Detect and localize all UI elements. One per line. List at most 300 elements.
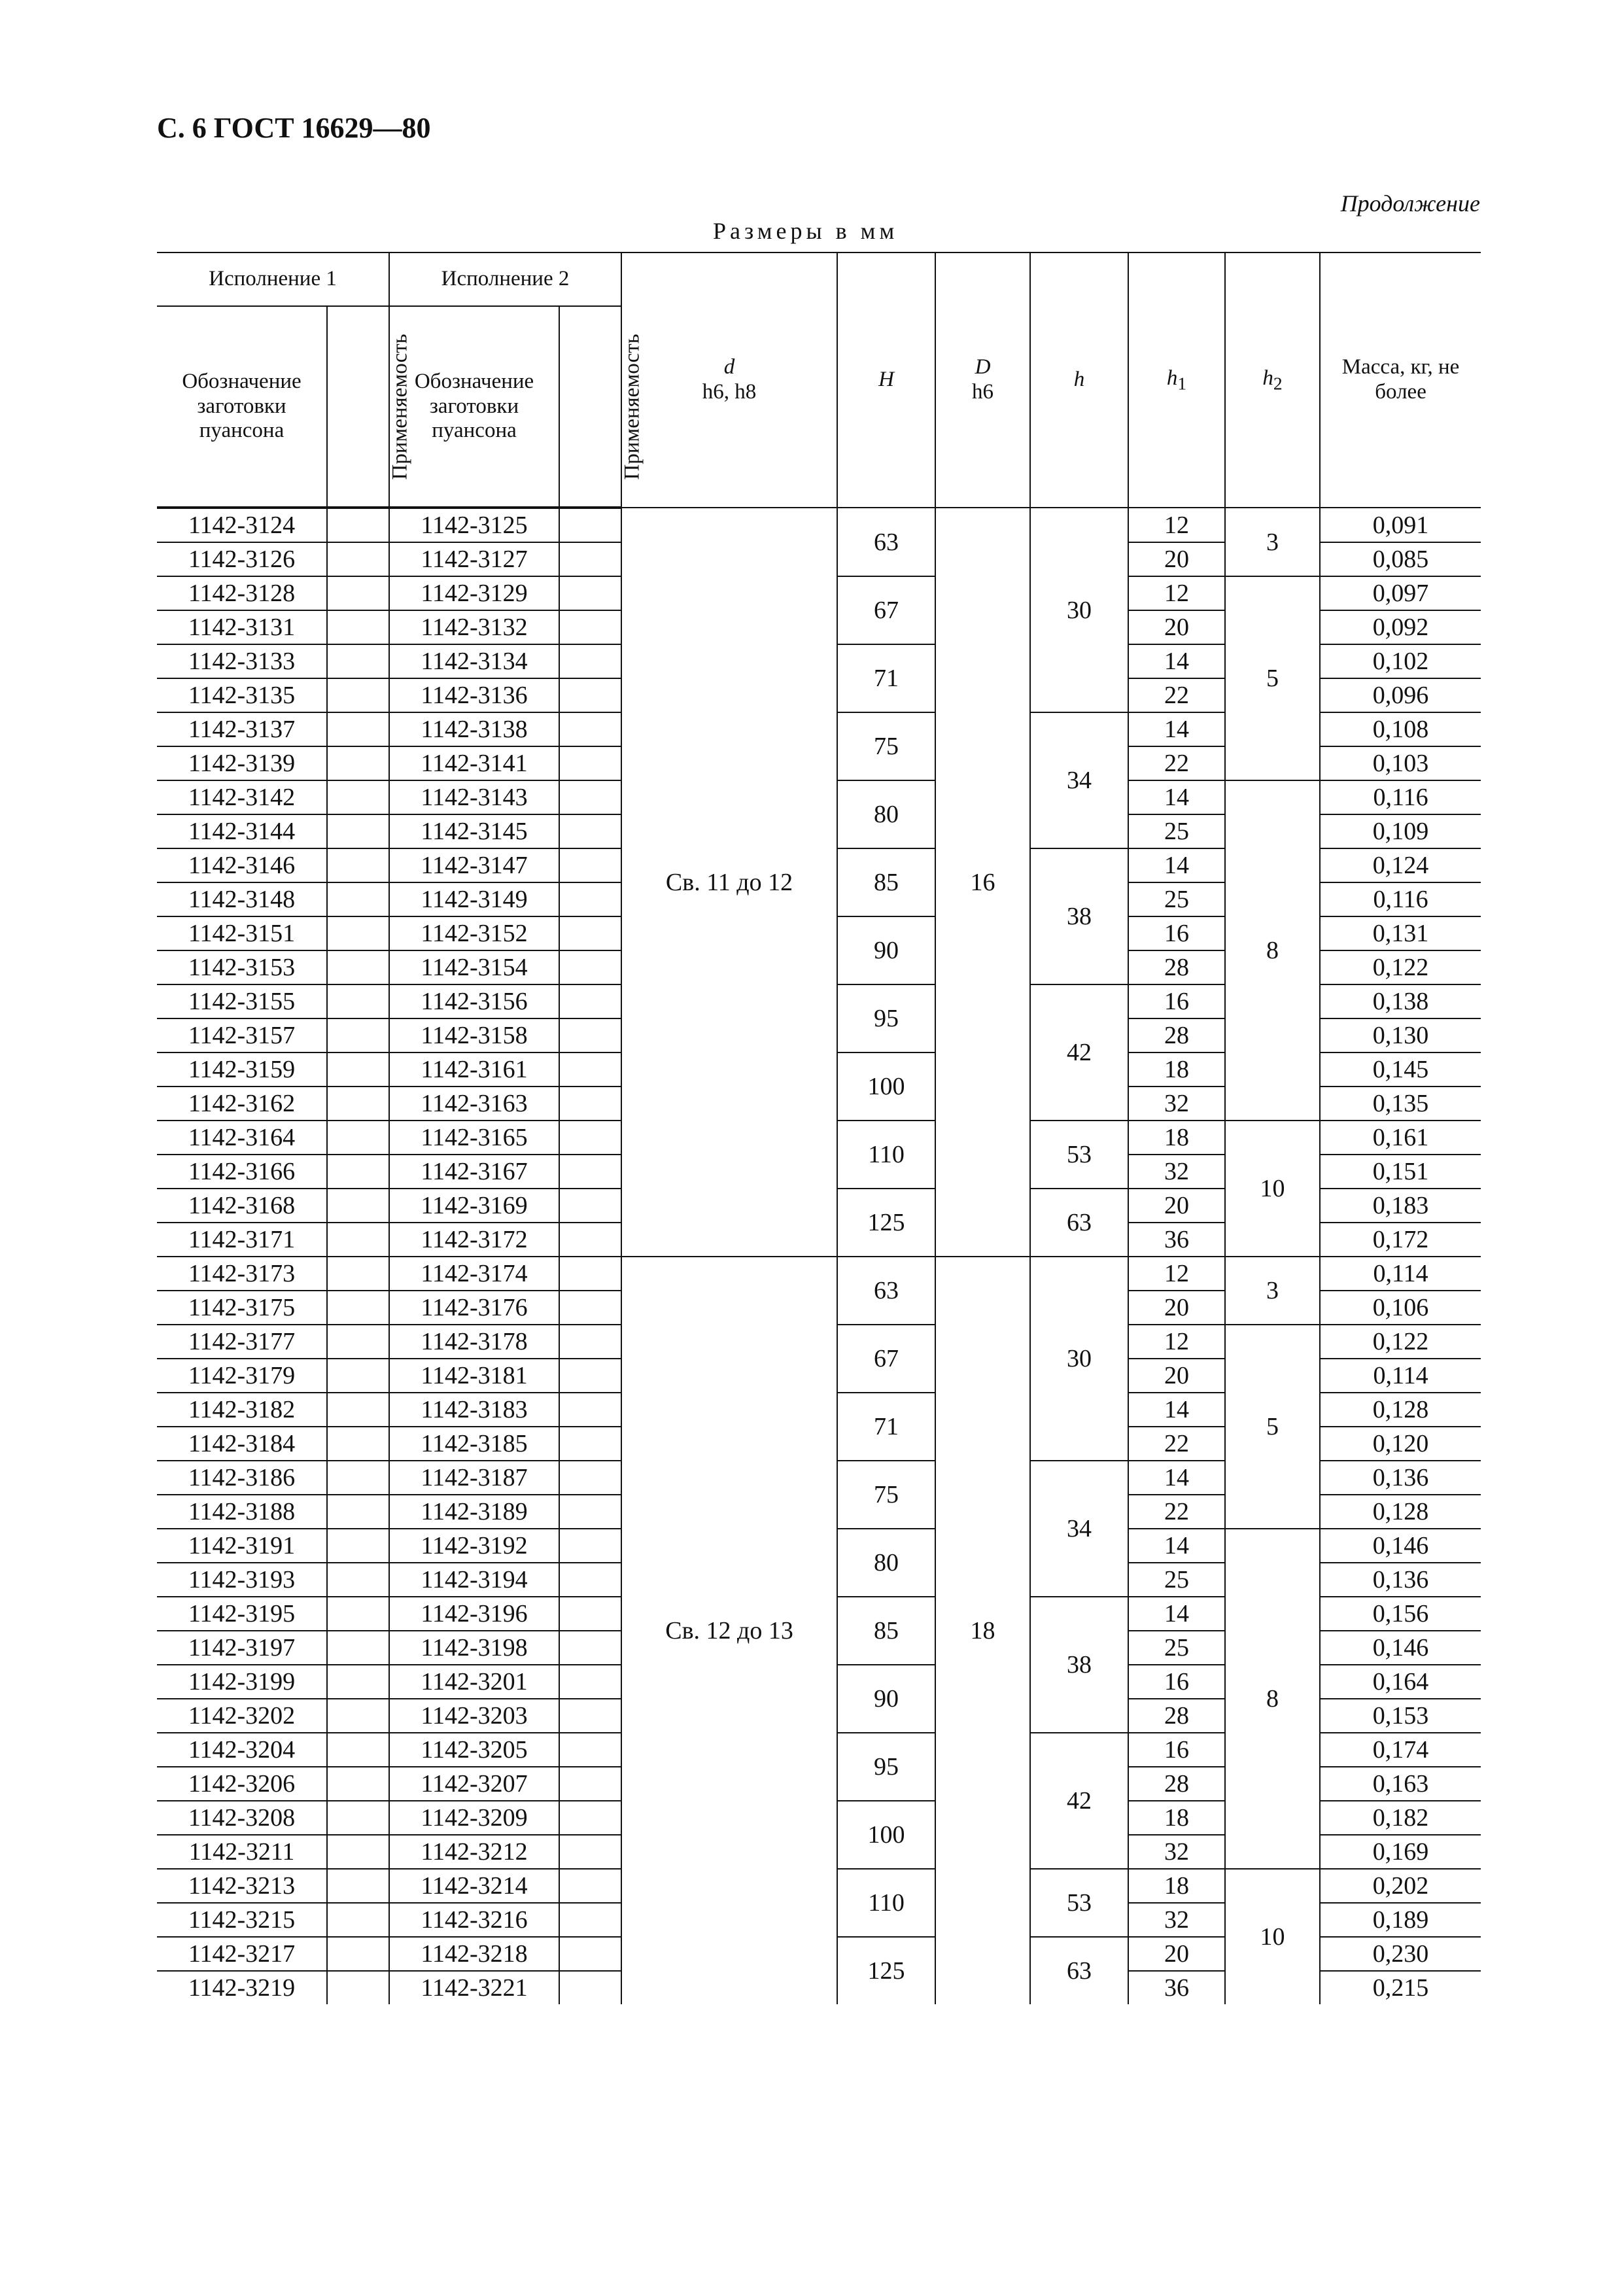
designation-2-cell: 1142-3185 [389, 1427, 559, 1461]
designation-2-cell: 1142-3172 [389, 1223, 559, 1257]
applicability-2-cell [559, 1733, 621, 1767]
applicability-2-cell [559, 1393, 621, 1427]
designation-2-cell: 1142-3216 [389, 1903, 559, 1937]
applicability-1-cell [327, 1495, 389, 1529]
mass-cell: 0,182 [1320, 1801, 1481, 1835]
applicability-1-cell [327, 1869, 389, 1903]
h2-cell: 5 [1225, 1325, 1320, 1529]
designation-1-cell: 1142-3213 [157, 1869, 327, 1903]
mass-cell: 0,131 [1320, 916, 1481, 950]
designation-1-cell: 1142-3131 [157, 610, 327, 644]
designation-2-header: Обозначение заготовки пуансона [389, 306, 559, 508]
H-cell: 63 [837, 1257, 935, 1325]
H-cell: 80 [837, 780, 935, 848]
applicability-2-cell [559, 1699, 621, 1733]
applicability-2-cell [559, 1665, 621, 1699]
h-cell: 30 [1030, 508, 1128, 712]
designation-1-cell: 1142-3173 [157, 1257, 327, 1291]
mass-cell: 0,189 [1320, 1903, 1481, 1937]
designation-2-cell: 1142-3218 [389, 1937, 559, 1971]
h1-cell: 20 [1128, 610, 1225, 644]
mass-cell: 0,202 [1320, 1869, 1481, 1903]
applicability-2-header [559, 306, 644, 508]
h1-cell: 18 [1128, 1052, 1225, 1087]
h-cell: 63 [1030, 1937, 1128, 2004]
designation-2-cell: 1142-3194 [389, 1563, 559, 1597]
d-symbol: d [723, 355, 735, 379]
mass-cell: 0,163 [1320, 1767, 1481, 1801]
H-cell: 125 [837, 1937, 935, 2004]
h1-cell: 25 [1128, 1563, 1225, 1597]
applicability-1-cell [327, 1631, 389, 1665]
mass-cell: 0,102 [1320, 644, 1481, 678]
h1-cell: 25 [1128, 814, 1225, 848]
designation-1-cell: 1142-3153 [157, 950, 327, 984]
h-cell: 42 [1030, 1733, 1128, 1869]
applicability-1-cell [327, 950, 389, 984]
h2-cell: 5 [1225, 576, 1320, 780]
designation-1-cell: 1142-3191 [157, 1529, 327, 1563]
designation-2-cell: 1142-3138 [389, 712, 559, 746]
designation-2-cell: 1142-3183 [389, 1393, 559, 1427]
h2-cell: 8 [1225, 1529, 1320, 1869]
h1-cell: 12 [1128, 576, 1225, 610]
h2-cell: 10 [1225, 1121, 1320, 1257]
H-header [837, 252, 935, 508]
designation-2-cell: 1142-3214 [389, 1869, 559, 1903]
units-caption: Размеры в мм [713, 218, 899, 244]
applicability-1-cell [327, 1257, 389, 1291]
applicability-2-cell [559, 746, 621, 780]
mass-cell: 0,128 [1320, 1393, 1481, 1427]
applicability-1-cell [327, 1665, 389, 1699]
designation-1-cell: 1142-3217 [157, 1937, 327, 1971]
H-cell: 125 [837, 1189, 935, 1257]
designation-1-cell: 1142-3159 [157, 1052, 327, 1087]
designation-2-cell: 1142-3187 [389, 1461, 559, 1495]
designation-2-cell: 1142-3145 [389, 814, 559, 848]
applicability-1-cell [327, 610, 389, 644]
applicability-2-cell [559, 814, 621, 848]
applicability-2-cell [559, 1631, 621, 1665]
applicability-1-cell [327, 644, 389, 678]
mass-cell: 0,124 [1320, 848, 1481, 882]
designation-2-cell: 1142-3154 [389, 950, 559, 984]
designation-2-cell: 1142-3167 [389, 1155, 559, 1189]
h1-subscript: 1 [1177, 373, 1187, 394]
designation-2-cell: 1142-3134 [389, 644, 559, 678]
applicability-2-cell [559, 916, 621, 950]
applicability-2-cell [559, 1427, 621, 1461]
designation-1-cell: 1142-3142 [157, 780, 327, 814]
mass-cell: 0,156 [1320, 1597, 1481, 1631]
mass-cell: 0,230 [1320, 1937, 1481, 1971]
applicability-2-cell [559, 950, 621, 984]
h1-cell: 20 [1128, 1359, 1225, 1393]
h-symbol: h [1073, 368, 1085, 392]
applicability-1-cell [327, 1699, 389, 1733]
H-cell: 100 [837, 1052, 935, 1121]
mass-cell: 0,174 [1320, 1733, 1481, 1767]
mass-cell: 0,097 [1320, 576, 1481, 610]
applicability-1-cell [327, 542, 389, 576]
designation-1-cell: 1142-3124 [157, 508, 327, 542]
applicability-1-cell [327, 1291, 389, 1325]
applicability-1-cell [327, 1563, 389, 1597]
applicability-2-cell [559, 1018, 621, 1052]
h-cell: 63 [1030, 1189, 1128, 1257]
mass-cell: 0,130 [1320, 1018, 1481, 1052]
designation-1-cell: 1142-3208 [157, 1801, 327, 1835]
designation-1-cell: 1142-3146 [157, 848, 327, 882]
mass-header: Масса, кг, не более [1320, 252, 1481, 508]
designation-2-cell: 1142-3181 [389, 1359, 559, 1393]
H-cell: 110 [837, 1869, 935, 1937]
mass-cell: 0,106 [1320, 1291, 1481, 1325]
applicability-2-cell [559, 1563, 621, 1597]
applicability-2-cell [559, 1801, 621, 1835]
mass-cell: 0,109 [1320, 814, 1481, 848]
designation-1-cell: 1142-3155 [157, 984, 327, 1018]
h1-cell: 14 [1128, 780, 1225, 814]
designation-2-cell: 1142-3125 [389, 508, 559, 542]
designation-2-cell: 1142-3127 [389, 542, 559, 576]
designation-2-cell: 1142-3174 [389, 1257, 559, 1291]
applicability-2-cell [559, 610, 621, 644]
h-cell: 30 [1030, 1257, 1128, 1461]
H-cell: 71 [837, 644, 935, 712]
h1-cell: 25 [1128, 882, 1225, 916]
mass-cell: 0,096 [1320, 678, 1481, 712]
applicability-2-cell [559, 576, 621, 610]
h-cell: 42 [1030, 984, 1128, 1121]
applicability-1-cell [327, 780, 389, 814]
applicability-2-cell [559, 678, 621, 712]
h1-cell: 22 [1128, 746, 1225, 780]
H-cell: 71 [837, 1393, 935, 1461]
designation-1-cell: 1142-3168 [157, 1189, 327, 1223]
h2-cell: 3 [1225, 1257, 1320, 1325]
applicability-1-cell [327, 1087, 389, 1121]
designation-2-cell: 1142-3209 [389, 1801, 559, 1835]
D-cell: 18 [935, 1257, 1030, 2004]
designation-2-cell: 1142-3136 [389, 678, 559, 712]
d-cell: Св. 12 до 13 [621, 1257, 837, 2004]
designation-2-cell: 1142-3132 [389, 610, 559, 644]
version-2-header: Исполнение 2 [389, 252, 621, 306]
applicability-1-cell [327, 1597, 389, 1631]
mass-cell: 0,092 [1320, 610, 1481, 644]
D-cell: 16 [935, 508, 1030, 1257]
applicability-2-cell [559, 1189, 621, 1223]
applicability-2-cell [559, 1869, 621, 1903]
applicability-1-cell [327, 576, 389, 610]
H-cell: 67 [837, 576, 935, 644]
applicability-2-cell [559, 1121, 621, 1155]
designation-2-cell: 1142-3163 [389, 1087, 559, 1121]
mass-cell: 0,103 [1320, 746, 1481, 780]
applicability-2-cell [559, 1359, 621, 1393]
h1-cell: 16 [1128, 1733, 1225, 1767]
applicability-2-cell [559, 1223, 621, 1257]
h-cell: 34 [1030, 1461, 1128, 1597]
h1-cell: 18 [1128, 1869, 1225, 1903]
designation-1-cell: 1142-3144 [157, 814, 327, 848]
applicability-1-cell [327, 882, 389, 916]
designation-1-cell: 1142-3166 [157, 1155, 327, 1189]
designation-2-cell: 1142-3203 [389, 1699, 559, 1733]
h2-subscript: 2 [1273, 373, 1283, 394]
mass-cell: 0,169 [1320, 1835, 1481, 1869]
applicability-1-cell [327, 1767, 389, 1801]
applicability-2-cell [559, 1903, 621, 1937]
applicability-1-cell [327, 1189, 389, 1223]
H-cell: 110 [837, 1121, 935, 1189]
mass-cell: 0,183 [1320, 1189, 1481, 1223]
D-header [935, 252, 1030, 508]
designation-1-cell: 1142-3186 [157, 1461, 327, 1495]
h1-cell: 32 [1128, 1087, 1225, 1121]
designation-2-cell: 1142-3141 [389, 746, 559, 780]
applicability-1-cell [327, 1801, 389, 1835]
applicability-2-cell [559, 984, 621, 1018]
H-symbol: H [878, 368, 894, 392]
mass-cell: 0,135 [1320, 1087, 1481, 1121]
applicability-2-cell [559, 1052, 621, 1087]
mass-cell: 0,122 [1320, 1325, 1481, 1359]
designation-1-cell: 1142-3206 [157, 1767, 327, 1801]
applicability-2-cell [559, 644, 621, 678]
h-cell: 53 [1030, 1869, 1128, 1937]
applicability-1-cell [327, 1971, 389, 2004]
continuation-label: Продолжение [1340, 190, 1480, 217]
applicability-1-cell [327, 848, 389, 882]
applicability-2-cell [559, 1087, 621, 1121]
mass-cell: 0,161 [1320, 1121, 1481, 1155]
applicability-2-cell [559, 848, 621, 882]
applicability-1-cell [327, 1835, 389, 1869]
mass-cell: 0,116 [1320, 780, 1481, 814]
designation-1-cell: 1142-3128 [157, 576, 327, 610]
designation-2-cell: 1142-3196 [389, 1597, 559, 1631]
h1-cell: 18 [1128, 1801, 1225, 1835]
h1-cell: 14 [1128, 1393, 1225, 1427]
H-cell: 80 [837, 1529, 935, 1597]
designation-1-cell: 1142-3139 [157, 746, 327, 780]
mass-cell: 0,153 [1320, 1699, 1481, 1733]
applicability-2-cell [559, 542, 621, 576]
designation-2-cell: 1142-3178 [389, 1325, 559, 1359]
designation-2-cell: 1142-3198 [389, 1631, 559, 1665]
applicability-2-cell [559, 780, 621, 814]
applicability-2-cell [559, 1461, 621, 1495]
h2-symbol: h [1262, 366, 1273, 390]
applicability-1-cell [327, 678, 389, 712]
applicability-2-label: Применяемость [620, 333, 644, 480]
mass-cell: 0,136 [1320, 1461, 1481, 1495]
h1-cell: 14 [1128, 712, 1225, 746]
H-cell: 95 [837, 984, 935, 1052]
h-cell: 38 [1030, 1597, 1128, 1733]
designation-1-cell: 1142-3199 [157, 1665, 327, 1699]
h1-cell: 14 [1128, 848, 1225, 882]
h1-cell: 12 [1128, 1257, 1225, 1291]
h2-header [1225, 252, 1320, 508]
mass-cell: 0,215 [1320, 1971, 1481, 2004]
designation-1-cell: 1142-3184 [157, 1427, 327, 1461]
applicability-1-cell [327, 1052, 389, 1087]
designation-1-cell: 1142-3126 [157, 542, 327, 576]
mass-cell: 0,172 [1320, 1223, 1481, 1257]
designation-2-cell: 1142-3158 [389, 1018, 559, 1052]
mass-cell: 0,122 [1320, 950, 1481, 984]
h-cell: 38 [1030, 848, 1128, 984]
designation-2-cell: 1142-3143 [389, 780, 559, 814]
designation-1-cell: 1142-3162 [157, 1087, 327, 1121]
h1-cell: 16 [1128, 1665, 1225, 1699]
mass-cell: 0,164 [1320, 1665, 1481, 1699]
applicability-1-cell [327, 712, 389, 746]
h1-cell: 20 [1128, 542, 1225, 576]
page-header: С. 6 ГОСТ 16629—80 [157, 112, 431, 144]
applicability-1-cell [327, 814, 389, 848]
h1-cell: 12 [1128, 1325, 1225, 1359]
table-body [157, 508, 1481, 2004]
applicability-2-cell [559, 1937, 621, 1971]
h1-cell: 32 [1128, 1835, 1225, 1869]
designation-1-cell: 1142-3164 [157, 1121, 327, 1155]
designation-1-cell: 1142-3157 [157, 1018, 327, 1052]
applicability-2-cell [559, 1495, 621, 1529]
h1-cell: 22 [1128, 678, 1225, 712]
designation-1-cell: 1142-3219 [157, 1971, 327, 2004]
mass-cell: 0,116 [1320, 882, 1481, 916]
designation-2-cell: 1142-3212 [389, 1835, 559, 1869]
applicability-1-cell [327, 1223, 389, 1257]
applicability-2-cell [559, 1257, 621, 1291]
applicability-2-cell [559, 1325, 621, 1359]
designation-2-cell: 1142-3149 [389, 882, 559, 916]
h1-cell: 25 [1128, 1631, 1225, 1665]
applicability-2-cell [559, 882, 621, 916]
h1-cell: 20 [1128, 1189, 1225, 1223]
designation-1-cell: 1142-3135 [157, 678, 327, 712]
designation-2-cell: 1142-3165 [389, 1121, 559, 1155]
h1-cell: 14 [1128, 1461, 1225, 1495]
applicability-2-cell [559, 1835, 621, 1869]
mass-cell: 0,128 [1320, 1495, 1481, 1529]
h2-cell: 8 [1225, 780, 1320, 1121]
applicability-1-cell [327, 1325, 389, 1359]
applicability-1-cell [327, 1121, 389, 1155]
applicability-1-cell [327, 1393, 389, 1427]
D-symbol: D [975, 355, 991, 379]
designation-1-cell: 1142-3215 [157, 1903, 327, 1937]
h-header [1030, 252, 1128, 508]
H-cell: 75 [837, 1461, 935, 1529]
applicability-2-cell [559, 1291, 621, 1325]
designation-2-cell: 1142-3201 [389, 1665, 559, 1699]
h1-cell: 32 [1128, 1903, 1225, 1937]
applicability-1-cell [327, 1937, 389, 1971]
h1-cell: 16 [1128, 916, 1225, 950]
designation-1-header: Обозначение заготовки пуансона [157, 306, 327, 508]
designation-2-cell: 1142-3161 [389, 1052, 559, 1087]
designation-1-cell: 1142-3137 [157, 712, 327, 746]
H-cell: 85 [837, 848, 935, 916]
applicability-1-cell [327, 984, 389, 1018]
designation-1-cell: 1142-3204 [157, 1733, 327, 1767]
h1-cell: 28 [1128, 1699, 1225, 1733]
H-cell: 75 [837, 712, 935, 780]
designation-1-cell: 1142-3197 [157, 1631, 327, 1665]
h1-cell: 22 [1128, 1495, 1225, 1529]
designation-2-cell: 1142-3207 [389, 1767, 559, 1801]
h1-symbol: h [1166, 366, 1178, 390]
applicability-1-cell [327, 1529, 389, 1563]
H-cell: 63 [837, 508, 935, 576]
mass-cell: 0,114 [1320, 1257, 1481, 1291]
H-cell: 95 [837, 1733, 935, 1801]
H-cell: 67 [837, 1325, 935, 1393]
designation-1-cell: 1142-3211 [157, 1835, 327, 1869]
h-cell: 53 [1030, 1121, 1128, 1189]
H-cell: 85 [837, 1597, 935, 1665]
designation-2-cell: 1142-3156 [389, 984, 559, 1018]
h1-cell: 20 [1128, 1937, 1225, 1971]
H-cell: 90 [837, 916, 935, 984]
mass-cell: 0,108 [1320, 712, 1481, 746]
h1-cell: 18 [1128, 1121, 1225, 1155]
mass-cell: 0,114 [1320, 1359, 1481, 1393]
designation-1-cell: 1142-3177 [157, 1325, 327, 1359]
applicability-1-cell [327, 1903, 389, 1937]
designation-1-cell: 1142-3179 [157, 1359, 327, 1393]
designation-2-cell: 1142-3169 [389, 1189, 559, 1223]
table-row [157, 1257, 1481, 1291]
designation-1-cell: 1142-3202 [157, 1699, 327, 1733]
d-cell: Св. 11 до 12 [621, 508, 837, 1257]
h1-cell: 28 [1128, 1018, 1225, 1052]
designation-2-cell: 1142-3221 [389, 1971, 559, 2004]
designation-2-cell: 1142-3152 [389, 916, 559, 950]
applicability-2-cell [559, 1155, 621, 1189]
applicability-2-cell [559, 1529, 621, 1563]
H-cell: 100 [837, 1801, 935, 1869]
h1-cell: 16 [1128, 984, 1225, 1018]
applicability-1-cell [327, 1018, 389, 1052]
applicability-1-cell [327, 1733, 389, 1767]
applicability-2-cell [559, 508, 621, 542]
applicability-1-cell [327, 1427, 389, 1461]
version-1-header: Исполнение 1 [157, 252, 389, 306]
d-tolerance: h6, h8 [702, 380, 757, 404]
designation-2-cell: 1142-3205 [389, 1733, 559, 1767]
mass-cell: 0,085 [1320, 542, 1481, 576]
h2-cell: 3 [1225, 508, 1320, 576]
h2-cell: 10 [1225, 1869, 1320, 2004]
h1-cell: 36 [1128, 1971, 1225, 2004]
h1-cell: 14 [1128, 644, 1225, 678]
designation-1-cell: 1142-3133 [157, 644, 327, 678]
mass-cell: 0,151 [1320, 1155, 1481, 1189]
h1-cell: 28 [1128, 950, 1225, 984]
applicability-1-cell [327, 508, 389, 542]
mass-cell: 0,146 [1320, 1529, 1481, 1563]
designation-2-cell: 1142-3189 [389, 1495, 559, 1529]
designation-1-cell: 1142-3195 [157, 1597, 327, 1631]
mass-cell: 0,091 [1320, 508, 1481, 542]
